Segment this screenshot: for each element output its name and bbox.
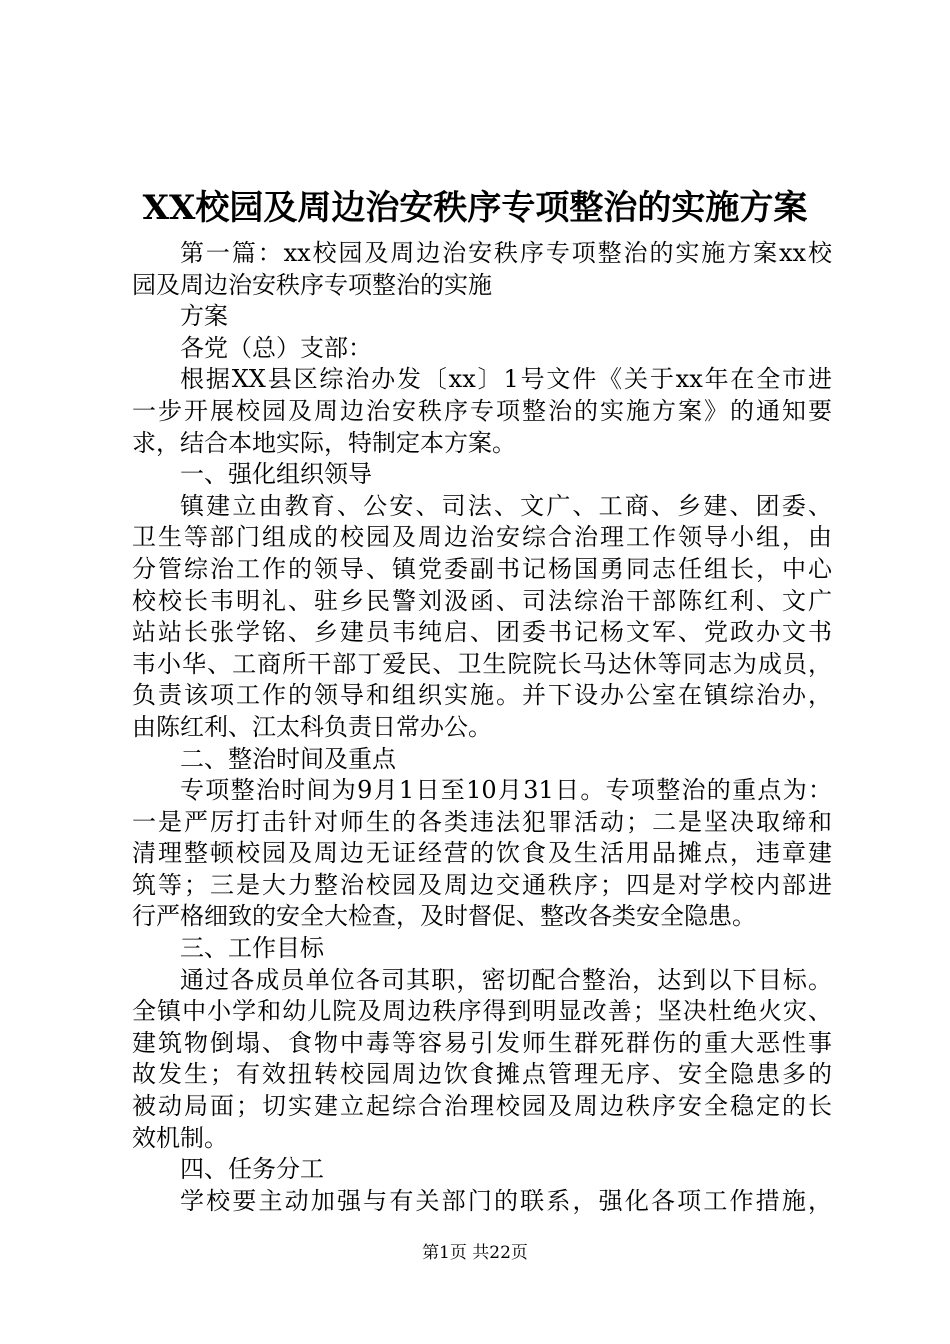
body-line: 通过各成员单位各司其职，密切配合整治，达到以下目标。 <box>180 965 832 994</box>
body-line: 一步开展校园及周边治安秩序专项整治的实施方案》的通知要 <box>132 396 832 425</box>
section-heading: 三、工作目标 <box>180 934 324 963</box>
body-line: 第一篇：xx校园及周边治安秩序专项整治的实施方案xx校 <box>180 239 832 267</box>
body-line: 故发生；有效扭转校园周边饮食摊点管理无序、安全隐患多的 <box>132 1060 832 1089</box>
body-line: 根据XX县区综治办发〔xx〕1号文件《关于xx年在全市进 <box>180 365 832 394</box>
page-number-footer: 第1页 共22页 <box>422 1243 528 1263</box>
body-line: 负责该项工作的领导和组织实施。并下设办公室在镇综治办， <box>132 681 832 710</box>
body-line: 求，结合本地实际，特制定本方案。 <box>132 428 516 457</box>
section-heading: 二、整治时间及重点 <box>180 744 396 773</box>
body-line: 方案 <box>180 302 228 331</box>
body-line: 效机制。 <box>132 1123 228 1152</box>
document-title: XX校园及周边治安秩序专项整治的实施方案 <box>142 188 808 228</box>
body-line: 站站长张学铭、乡建员韦纯启、团委书记杨文军、党政办文书 <box>132 618 832 647</box>
body-line: 建筑物倒塌、食物中毒等容易引发师生群死群伤的重大恶性事 <box>132 1028 832 1057</box>
body-line: 全镇中小学和幼儿院及周边秩序得到明显改善；坚决杜绝火灾、 <box>132 997 832 1026</box>
section-heading: 四、任务分工 <box>180 1155 324 1184</box>
body-line: 清理整顿校园及周边无证经营的饮食及生活用品摊点，违章建 <box>132 839 832 868</box>
body-line: 校校长韦明礼、驻乡民警刘汲函、司法综治干部陈红利、文广 <box>132 586 832 615</box>
body-line: 各党（总）支部： <box>180 333 372 362</box>
body-line: 卫生等部门组成的校园及周边治安综合治理工作领导小组，由 <box>132 523 832 552</box>
body-line: 一是严厉打击针对师生的各类违法犯罪活动；二是坚决取缔和 <box>132 807 832 836</box>
body-line: 镇建立由教育、公安、司法、文广、工商、乡建、团委、 <box>180 491 832 520</box>
body-line: 行严格细致的安全大检查，及时督促、整改各类安全隐患。 <box>132 902 756 931</box>
body-line: 专项整治时间为9月1日至10月31日。专项整治的重点为： <box>180 776 832 805</box>
body-line: 学校要主动加强与有关部门的联系，强化各项工作措施， <box>180 1186 832 1215</box>
section-heading: 一、强化组织领导 <box>180 460 372 489</box>
body-line: 被动局面；切实建立起综合治理校园及周边秩序安全稳定的长 <box>132 1092 832 1121</box>
body-line: 园及周边治安秩序专项整治的实施 <box>132 270 492 299</box>
body-line: 由陈红利、江太科负责日常办公。 <box>132 712 492 741</box>
body-line: 分管综治工作的领导、镇党委副书记杨国勇同志任组长，中心 <box>132 554 832 583</box>
document-body <box>132 238 832 1217</box>
body-line: 筑等；三是大力整治校园及周边交通秩序；四是对学校内部进 <box>132 870 832 899</box>
body-line: 韦小华、工商所干部丁爱民、卫生院院长马达休等同志为成员， <box>132 649 832 678</box>
